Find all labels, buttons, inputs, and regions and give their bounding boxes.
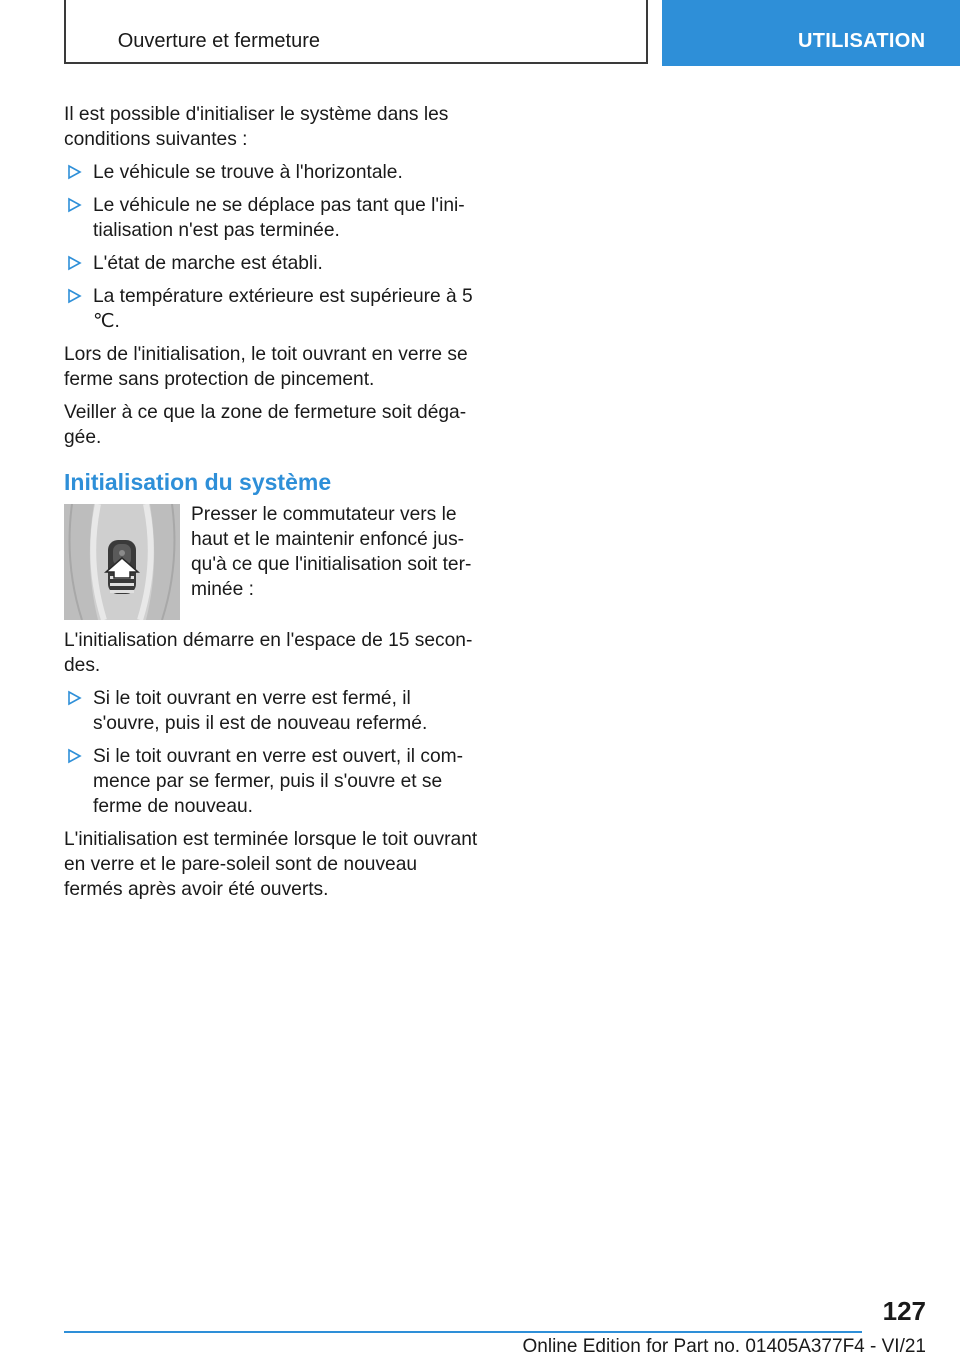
case-text: Si le toit ouvrant en verre est ouvert, il com-mence par se fermer, puis il s'ouvre et se ferme de nouveau. [93, 746, 464, 817]
header-chapter-tab [662, 0, 960, 66]
start-paragraph: L'initialisation démarre en l'espace de 15 secon-des. [64, 630, 473, 676]
bullet-triangle-icon [66, 288, 82, 304]
case-item [64, 744, 480, 819]
condition-text: L'état de marche est établi. [93, 253, 323, 274]
condition-item [64, 284, 480, 334]
header-section-box [64, 0, 648, 64]
roof-switch-illustration [64, 504, 180, 620]
header-chapter-title: UTILISATION [798, 30, 926, 52]
condition-item [64, 160, 480, 185]
intro-paragraph: Il est possible d'initialiser le système dans les conditions suivantes : [64, 104, 449, 150]
pinch-protection-paragraph: Lors de l'initialisation, le toit ouvrant en verre se ferme sans protection de pincement. [64, 344, 468, 390]
case-item [64, 686, 480, 736]
footer-edition: Online Edition for Part no. 01405A377F4 - VI/21 [522, 1336, 926, 1357]
main-content [64, 102, 480, 910]
condition-text: Le véhicule se trouve à l'horizontale. [93, 162, 403, 183]
condition-item [64, 251, 480, 276]
bullet-triangle-icon [66, 690, 82, 706]
clear-zone-paragraph: Veiller à ce que la zone de fermeture soit déga-gée. [64, 402, 467, 448]
case-text: Si le toit ouvrant en verre est fermé, il s'ouvre, puis il est de nouveau refermé. [93, 688, 428, 734]
footer-divider [64, 1331, 862, 1333]
figure-row [64, 502, 480, 620]
figure-instruction: Presser le commutateur vers le haut et le maintenir enfoncé jus-qu'à ce que l'initialisation soit ter-minée : [191, 504, 472, 600]
header-section-title: Ouverture et fermeture [117, 30, 320, 52]
bullet-triangle-icon [66, 255, 82, 271]
condition-text: Le véhicule ne se déplace pas tant que l'ini-tialisation n'est pas terminée. [93, 195, 465, 241]
bullet-triangle-icon [66, 164, 82, 180]
roof-switch-drawing [64, 504, 180, 620]
page-number: 127 [882, 1296, 926, 1326]
condition-text: La température extérieure est supérieure à 5 ℃. [93, 286, 473, 332]
bullet-triangle-icon [66, 197, 82, 213]
bullet-triangle-icon [66, 748, 82, 764]
section-heading: Initialisation du système [64, 469, 332, 495]
condition-item [64, 193, 480, 243]
end-paragraph: L'initialisation est terminée lorsque le toit ouvrant en verre et le pare-soleil sont de nouveau fermés après avoir été ouverts. [64, 829, 478, 900]
